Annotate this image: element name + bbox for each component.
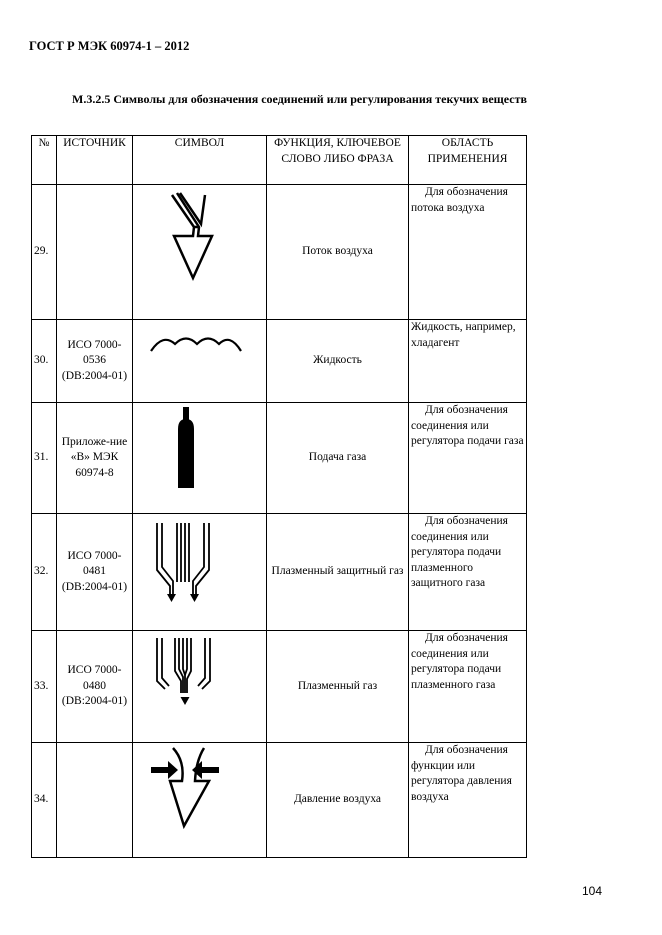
gas-cylinder-icon [135, 403, 264, 513]
row-source: Приложе-ние «В» МЭК 60974-8 [57, 403, 133, 514]
row-area-text: Для обозначения соединения или регулятора подачи плазменного защитного газа [411, 515, 508, 590]
row-area-text: Для обозначения потока воздуха [411, 186, 508, 214]
row-number: 31. [32, 403, 57, 514]
row-number: 32. [32, 514, 57, 631]
row-function: Жидкость [267, 320, 409, 403]
table-row [32, 743, 527, 858]
document-header: ГОСТ Р МЭК 60974-1 – 2012 [29, 39, 190, 53]
table-row [32, 320, 527, 403]
page-number: 104 [582, 884, 603, 898]
row-number: 29. [32, 185, 57, 320]
row-area-text: Для обозначения соединения или регулятора подачи газа [411, 404, 524, 448]
row-function: Поток воздуха [267, 185, 409, 320]
header-area: ОБЛАСТЬ ПРИМЕНЕНИЯ [409, 136, 527, 185]
row-function: Подача газа [267, 403, 409, 514]
plasma-shielding-gas-icon [135, 514, 264, 630]
row-area [409, 514, 527, 631]
header-function: ФУНКЦИЯ, КЛЮЧЕВОЕ СЛОВО ЛИБО ФРАЗА [267, 136, 409, 185]
row-area [409, 743, 527, 858]
header-symbol: СИМВОЛ [133, 136, 267, 185]
row-function: Плазменный газ [267, 631, 409, 743]
row-area [409, 320, 527, 403]
air-flow-arrow-icon [135, 185, 264, 319]
row-area-text: Для обозначения соединения или регулятора подачи плазменного газа [411, 632, 508, 691]
row-area [409, 631, 527, 743]
row-symbol [133, 631, 267, 743]
row-symbol [133, 185, 267, 320]
row-source: ИСО 7000-0480 (DB:2004-01) [57, 631, 133, 743]
row-symbol [133, 743, 267, 858]
section-title: М.3.2.5 Символы для обозначения соединений или регулирования текучих веществ [72, 92, 527, 106]
row-area-text: Жидкость, например, хладагент [411, 321, 516, 349]
table-row [32, 185, 527, 320]
header-num: № [32, 136, 57, 185]
table-row [32, 631, 527, 743]
table-row [32, 514, 527, 631]
row-source [57, 185, 133, 320]
table-header-row [32, 136, 527, 185]
row-number: 33. [32, 631, 57, 743]
row-number: 34. [32, 743, 57, 858]
row-symbol [133, 514, 267, 631]
row-area [409, 185, 527, 320]
row-source: ИСО 7000-0536 (DB:2004-01) [57, 320, 133, 403]
row-symbol [133, 403, 267, 514]
row-area [409, 403, 527, 514]
row-function: Давление воздуха [267, 743, 409, 858]
header-source: ИСТОЧНИК [57, 136, 133, 185]
row-symbol [133, 320, 267, 403]
table-row [32, 403, 527, 514]
symbols-table [31, 135, 527, 858]
row-area-text: Для обозначения функции или регулятора давления воздуха [411, 744, 512, 803]
air-pressure-icon [135, 743, 264, 857]
row-number: 30. [32, 320, 57, 403]
plasma-gas-icon [135, 631, 264, 742]
liquid-wave-icon [135, 320, 264, 402]
row-source [57, 743, 133, 858]
row-function: Плазменный защитный газ [267, 514, 409, 631]
row-source: ИСО 7000-0481 (DB:2004-01) [57, 514, 133, 631]
